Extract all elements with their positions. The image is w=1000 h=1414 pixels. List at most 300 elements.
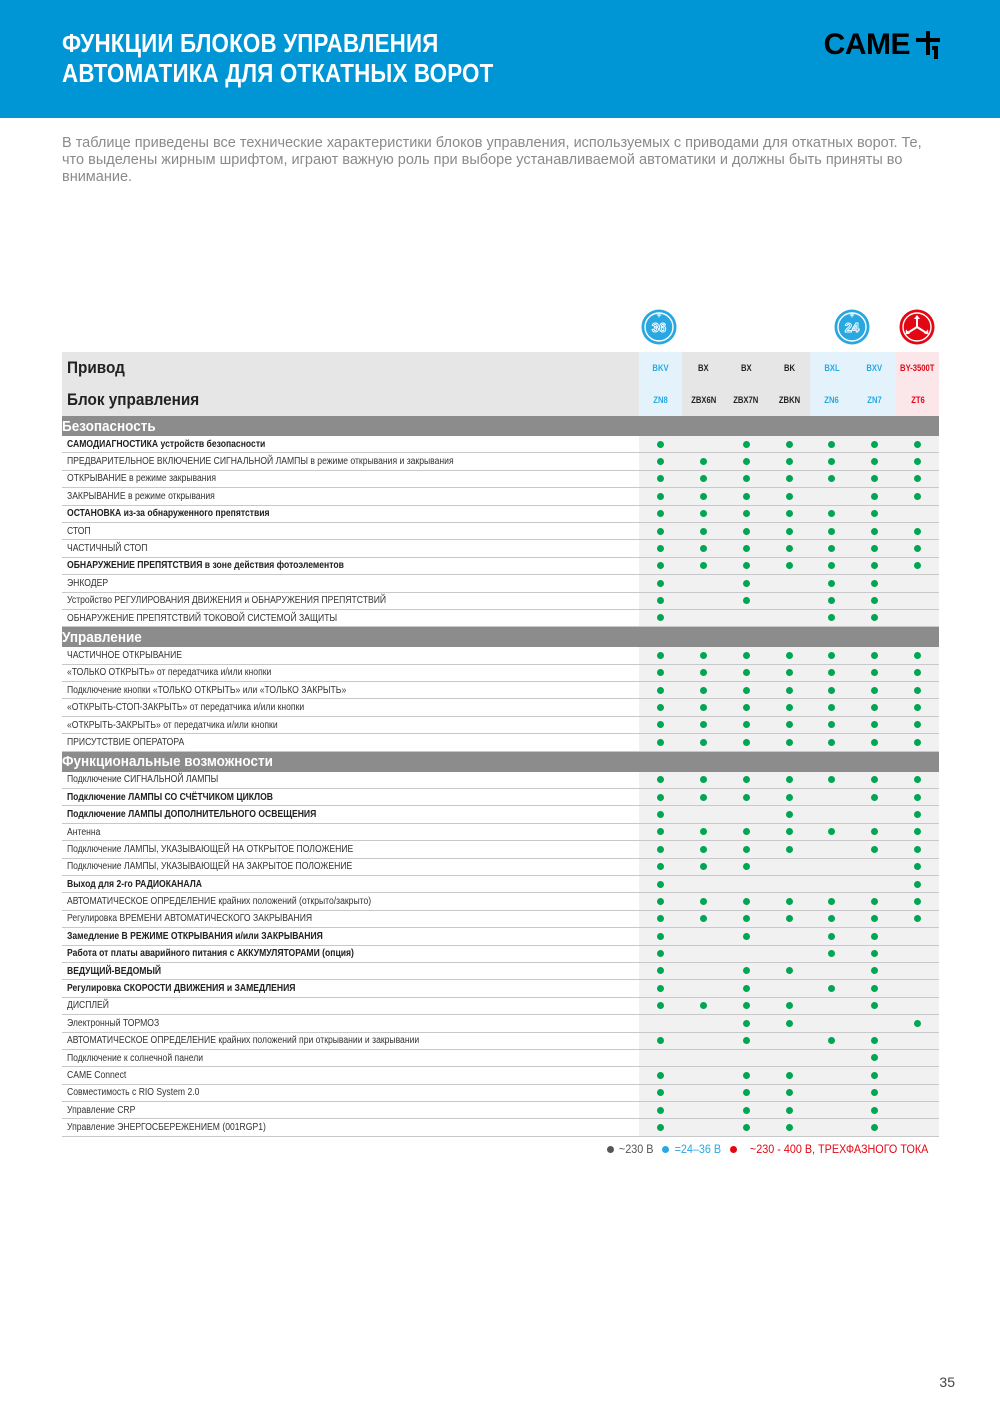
support-cell [639,997,682,1014]
legend-dc: =24–36 В [674,1142,721,1156]
support-cell [810,980,853,997]
support-cell [810,789,853,806]
table-row [62,436,939,453]
support-cell [682,522,725,539]
table-row [62,962,939,979]
supported-dot-icon [743,1072,750,1079]
support-cell [896,1049,939,1066]
model-drive-cell [725,352,768,384]
section-title-cell [62,416,939,436]
came-logo [824,28,940,62]
support-cell [639,1049,682,1066]
supported-dot-icon [786,493,793,500]
supported-dot-icon [786,898,793,905]
supported-dot-icon [743,933,750,940]
support-cell [853,592,896,609]
supported-dot-icon [914,545,921,552]
supported-dot-icon [743,1020,750,1027]
icon-36-label: 36 [651,320,667,335]
supported-dot-icon [786,967,793,974]
support-cell [639,647,682,664]
support-cell [682,893,725,910]
feature-label-cell [62,540,639,557]
support-cell [682,962,725,979]
support-cell [810,1049,853,1066]
supported-dot-icon [657,528,664,535]
feature-label: Подключение кнопки «ТОЛЬКО ОТКРЫТЬ» или «ТОЛЬКО ЗАКРЫТЬ» [67,684,347,696]
model-drive-cell [768,352,811,384]
supported-dot-icon [657,597,664,604]
support-cell [768,1084,811,1101]
dc-24v-icon [834,309,870,345]
supported-dot-icon [657,545,664,552]
supported-dot-icon [743,704,750,711]
feature-label-cell [62,875,639,892]
support-cell [682,841,725,858]
support-cell [725,575,768,592]
feature-label-cell [62,470,639,487]
support-cell [810,928,853,945]
support-cell [725,522,768,539]
support-cell [768,557,811,574]
supported-dot-icon [828,776,835,783]
supported-dot-icon [914,846,921,853]
supported-dot-icon [828,614,835,621]
page-number: 35 [939,1374,955,1390]
support-cell [853,893,896,910]
table-row [62,823,939,840]
supported-dot-icon [786,704,793,711]
feature-label: ЗАКРЫВАНИЕ в режиме открывания [67,490,215,502]
support-cell [682,716,725,733]
supported-dot-icon [871,967,878,974]
support-cell [725,910,768,927]
support-cell [768,699,811,716]
svg-text:+: + [849,310,855,320]
support-cell [896,1119,939,1136]
support-cell [682,823,725,840]
supported-dot-icon [871,898,878,905]
support-cell [725,716,768,733]
legend-dot-dc [662,1146,669,1153]
support-cell [853,557,896,574]
feature-label-cell [62,858,639,875]
support-cell [896,841,939,858]
support-cell [725,682,768,699]
support-cell [853,875,896,892]
support-cell [810,592,853,609]
supported-dot-icon [914,669,921,676]
supported-dot-icon [657,933,664,940]
feature-label-cell [62,910,639,927]
feature-label-cell [62,609,639,626]
support-cell [768,1102,811,1119]
supported-dot-icon [657,562,664,569]
support-cell [810,997,853,1014]
support-cell [725,1084,768,1101]
support-cell [810,893,853,910]
supported-dot-icon [914,562,921,569]
supported-dot-icon [786,441,793,448]
feature-label-cell [62,1032,639,1049]
support-cell [639,1067,682,1084]
supported-dot-icon [657,721,664,728]
feature-label: Подключение ЛАМПЫ, УКАЗЫВАЮЩЕЙ НА ОТКРЫТОЕ ПОЛОЖЕНИЕ [67,843,354,855]
supported-dot-icon [700,687,707,694]
feature-label: ПРЕДВАРИТЕЛЬНОЕ ВКЛЮЧЕНИЕ СИГНАЛЬНОЙ ЛАМПЫ в режиме открывания и закрывания [67,456,454,468]
support-cell [853,488,896,505]
supported-dot-icon [657,652,664,659]
feature-label-cell [62,1084,639,1101]
table-row [62,1049,939,1066]
model-controller-name: ZN8 [653,395,668,405]
support-cell [639,928,682,945]
supported-dot-icon [743,441,750,448]
table-row [62,1032,939,1049]
support-cell [768,806,811,823]
table-row [62,980,939,997]
supported-dot-icon [743,985,750,992]
supported-dot-icon [828,828,835,835]
table-row [62,1102,939,1119]
support-cell [725,806,768,823]
support-cell [725,488,768,505]
support-cell [725,1067,768,1084]
feature-label-cell [62,1067,639,1084]
support-cell [810,772,853,789]
supported-dot-icon [828,985,835,992]
support-cell [768,841,811,858]
model-drive-cell [810,352,853,384]
support-cell [682,1015,725,1032]
supported-dot-icon [871,704,878,711]
feature-label: Подключение к солнечной панели [67,1052,204,1064]
support-cell [725,875,768,892]
feature-label: Электронный ТОРМОЗ [67,1017,160,1029]
supported-dot-icon [914,1020,921,1027]
supported-dot-icon [657,704,664,711]
support-cell [896,557,939,574]
support-cell [768,1015,811,1032]
supported-dot-icon [871,669,878,676]
feature-label: Управление CRP [67,1104,136,1116]
feature-label: Совместимость с RIO System 2.0 [67,1087,200,1099]
support-cell [768,1049,811,1066]
support-cell [682,505,725,522]
support-cell [682,470,725,487]
feature-label: Регулировка ВРЕМЕНИ АВТОМАТИЧЕСКОГО ЗАКРЫВАНИЯ [67,913,313,925]
section-header [62,751,939,772]
section-header [62,627,939,648]
supported-dot-icon [871,458,878,465]
support-cell [853,823,896,840]
supported-dot-icon [786,828,793,835]
support-cell [768,575,811,592]
supported-dot-icon [914,776,921,783]
supported-dot-icon [700,1002,707,1009]
support-cell [639,789,682,806]
supported-dot-icon [871,493,878,500]
supported-dot-icon [786,915,793,922]
support-cell [639,453,682,470]
support-cell [810,875,853,892]
supported-dot-icon [700,898,707,905]
support-cell [725,823,768,840]
supported-dot-icon [743,458,750,465]
supported-dot-icon [828,721,835,728]
table-row [62,997,939,1014]
supported-dot-icon [657,1107,664,1114]
page-title-line2: АВТОМАТИКА ДЛЯ ОТКАТНЫХ ВОРОТ [62,58,494,88]
support-cell [853,1102,896,1119]
support-cell [682,647,725,664]
support-cell [768,893,811,910]
supported-dot-icon [786,1089,793,1096]
supported-dot-icon [786,811,793,818]
support-cell [853,945,896,962]
support-cell [725,772,768,789]
support-cell [853,505,896,522]
support-cell [768,928,811,945]
table-row [62,575,939,592]
supported-dot-icon [914,881,921,888]
supported-dot-icon [871,652,878,659]
table-row [62,470,939,487]
support-cell [768,945,811,962]
support-cell [853,772,896,789]
supported-dot-icon [743,1124,750,1131]
support-cell [896,540,939,557]
table-row [62,734,939,751]
svg-text:+: + [656,310,662,320]
model-drive-name: BX [697,363,709,373]
model-controller-name: ZT6 [910,395,925,405]
supported-dot-icon [828,562,835,569]
feature-label: ВЕДУЩИЙ-ВЕДОМЫЙ [67,965,162,977]
feature-label: CAME Connect [67,1069,127,1081]
feature-label-cell [62,453,639,470]
supported-dot-icon [743,776,750,783]
supported-dot-icon [786,846,793,853]
supported-dot-icon [786,794,793,801]
feature-label-cell [62,682,639,699]
support-cell [896,592,939,609]
supported-dot-icon [657,614,664,621]
supported-dot-icon [700,475,707,482]
support-cell [896,716,939,733]
feature-label-cell [62,664,639,681]
supported-dot-icon [914,739,921,746]
support-cell [896,823,939,840]
supported-dot-icon [871,828,878,835]
support-cell [896,928,939,945]
feature-label: АВТОМАТИЧЕСКОЕ ОПРЕДЕЛЕНИЕ крайних положений при открывании и закрывании [67,1035,420,1047]
table-row [62,1119,939,1136]
support-cell [682,945,725,962]
supported-dot-icon [657,967,664,974]
support-cell [853,1084,896,1101]
supported-dot-icon [700,652,707,659]
supported-dot-icon [657,1089,664,1096]
supported-dot-icon [657,1037,664,1044]
supported-dot-icon [871,846,878,853]
supported-dot-icon [700,794,707,801]
header-label-text: Привод [67,358,125,377]
support-cell [639,1015,682,1032]
supported-dot-icon [786,510,793,517]
supported-dot-icon [914,458,921,465]
support-cell [682,557,725,574]
table-row [62,522,939,539]
section-title: Управление [62,628,142,646]
feature-label: Замедление В РЕЖИМЕ ОТКРЫВАНИЯ и/или ЗАКРЫВАНИЯ [67,930,323,942]
support-cell [725,1032,768,1049]
support-cell [768,962,811,979]
feature-label-cell [62,945,639,962]
support-cell [682,1084,725,1101]
support-cell [896,522,939,539]
support-cell [682,1102,725,1119]
feature-label-cell [62,789,639,806]
supported-dot-icon [871,794,878,801]
support-cell [682,609,725,626]
support-cell [639,540,682,557]
table-row [62,1067,939,1084]
feature-label: Устройство РЕГУЛИРОВАНИЯ ДВИЖЕНИЯ и ОБНАРУЖЕНИЯ ПРЕПЯТСТВИЙ [67,595,387,607]
support-cell [682,699,725,716]
support-cell [768,1032,811,1049]
table-row [62,841,939,858]
supported-dot-icon [743,1089,750,1096]
support-cell [725,980,768,997]
support-cell [810,575,853,592]
supported-dot-icon [657,863,664,870]
feature-label: Подключение ЛАМПЫ СО СЧЁТЧИКОМ ЦИКЛОВ [67,791,273,803]
support-cell [725,997,768,1014]
feature-label-cell [62,893,639,910]
supported-dot-icon [871,776,878,783]
supported-dot-icon [743,545,750,552]
support-cell [853,699,896,716]
table-row [62,945,939,962]
supported-dot-icon [786,652,793,659]
supported-dot-icon [871,545,878,552]
supported-dot-icon [743,475,750,482]
three-phase-icon [899,309,935,345]
support-cell [896,997,939,1014]
supported-dot-icon [828,528,835,535]
page-title-line1: ФУНКЦИИ БЛОКОВ УПРАВЛЕНИЯ [62,28,439,58]
feature-label-cell [62,575,639,592]
supported-dot-icon [914,794,921,801]
support-cell [768,1067,811,1084]
table-row [62,682,939,699]
supported-dot-icon [700,458,707,465]
supported-dot-icon [871,1107,878,1114]
support-cell [682,540,725,557]
support-cell [682,664,725,681]
supported-dot-icon [786,1124,793,1131]
support-cell [896,945,939,962]
feature-label-cell [62,505,639,522]
support-cell [725,609,768,626]
support-cell [768,772,811,789]
supported-dot-icon [657,687,664,694]
support-cell [682,682,725,699]
model-controller-cell [639,384,682,416]
supported-dot-icon [657,1072,664,1079]
table-row [62,1084,939,1101]
table-row [62,609,939,626]
feature-label: Работа от платы аварийного питания с АККУМУЛЯТОРАМИ (опция) [67,948,354,960]
support-cell [853,1015,896,1032]
support-cell [682,575,725,592]
support-cell [896,1102,939,1119]
feature-label: Подключение СИГНАЛЬНОЙ ЛАМПЫ [67,774,219,786]
supported-dot-icon [871,933,878,940]
feature-label: Антенна [67,826,101,838]
table-row [62,875,939,892]
feature-label: ЧАСТИЧНЫЙ СТОП [67,543,148,555]
support-cell [810,806,853,823]
icon-24-label: 24 [844,320,860,335]
support-cell [853,664,896,681]
support-cell [810,609,853,626]
supported-dot-icon [743,652,750,659]
table-row [62,505,939,522]
support-cell [725,540,768,557]
supported-dot-icon [828,580,835,587]
support-cell [725,699,768,716]
supported-dot-icon [828,1037,835,1044]
support-cell [768,997,811,1014]
supported-dot-icon [657,776,664,783]
table-row [62,664,939,681]
supported-dot-icon [786,545,793,552]
model-drive-cell [639,352,682,384]
feature-label-cell [62,1015,639,1032]
page-header [0,0,1000,118]
supported-dot-icon [828,475,835,482]
support-cell [639,980,682,997]
supported-dot-icon [657,475,664,482]
supported-dot-icon [786,1020,793,1027]
support-cell [639,488,682,505]
support-cell [853,647,896,664]
feature-label-cell [62,436,639,453]
support-cell [639,1102,682,1119]
support-cell [682,928,725,945]
support-cell [682,1119,725,1136]
supported-dot-icon [786,528,793,535]
support-cell [639,716,682,733]
support-cell [682,789,725,806]
supported-dot-icon [700,528,707,535]
support-cell [768,682,811,699]
support-cell [682,1032,725,1049]
support-cell [810,1015,853,1032]
supported-dot-icon [914,652,921,659]
support-cell [725,928,768,945]
supported-dot-icon [828,652,835,659]
feature-label-cell [62,1049,639,1066]
supported-dot-icon [700,493,707,500]
feature-label-cell [62,488,639,505]
support-cell [725,1102,768,1119]
support-cell [639,436,682,453]
supported-dot-icon [914,915,921,922]
supported-dot-icon [700,510,707,517]
